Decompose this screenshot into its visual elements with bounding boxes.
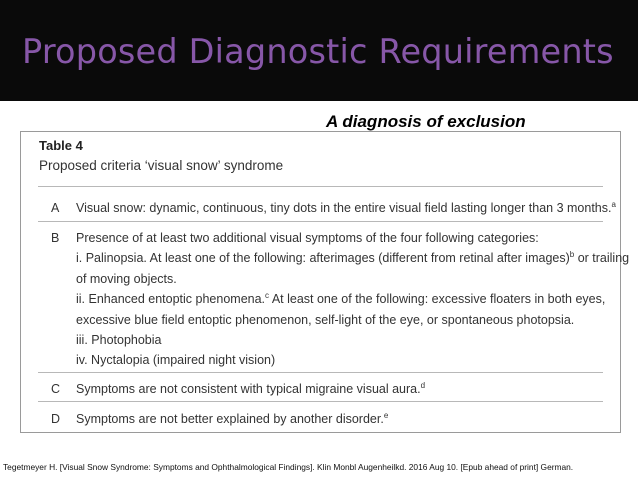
row-a-text [76,201,616,215]
table-divider [38,221,603,222]
row-a-footnote: a [611,199,616,209]
row-b-line-6: iii. Photophobia [76,333,162,347]
row-c-line: Symptoms are not consistent with typical migraine visual aura. [76,382,421,396]
row-c-letter: C [51,382,61,396]
row-d-text [76,412,388,426]
row-b-line-4 [76,292,605,306]
row-c-text [76,382,425,396]
row-d-line: Symptoms are not better explained by another disorder. [76,412,384,426]
slide-subtitle: A diagnosis of exclusion [326,112,526,131]
table-divider [38,186,603,187]
row-b-footnote-b: b [569,249,575,259]
table-caption: Proposed criteria ‘visual snow’ syndrome [39,158,284,173]
row-b-line-7: iv. Nyctalopia (impaired night vision) [76,353,276,367]
citation-footer: Tegetmeyer H. [Visual Snow Syndrome: Symptoms and Ophthalmological Findings]. Klin Monbl Augenheilkd. 2016 Aug 10. [Epub ahead of print] German. [3,462,574,472]
row-b-letter: B [51,231,60,245]
row-b-line-5: excessive blue field entoptic phenomenon, self-light of the eye, or spontaneous photopsia. [76,313,575,327]
row-b-line-4-tail: At least one of the following: excessive floaters in both eyes, [269,292,606,306]
row-d-footnote: e [383,410,389,420]
row-a-line: Visual snow: dynamic, continuous, tiny dots in the entire visual field lasting longer than 3 months. [76,201,612,215]
slide-title: Proposed Diagnostic Requirements [22,32,614,71]
row-a-letter: A [51,201,60,215]
table-divider [38,401,603,402]
row-b-line-3: of moving objects. [76,272,177,286]
row-b-line-1: Presence of at least two additional visual symptoms of the four following categories: [76,231,539,245]
row-b-line-2-text: i. Palinopsia. At least one of the following: afterimages (different from retinal after images) [76,251,570,265]
table-label: Table 4 [39,138,83,153]
row-b-line-2-tail: or trailing [574,251,630,265]
row-b-line-4-text: ii. Enhanced entoptic phenomena. [76,292,266,306]
table-divider [38,372,603,373]
row-c-footnote: d [420,380,426,390]
row-d-letter: D [51,412,61,426]
row-b-line-2 [76,251,629,265]
row-b-footnote-c: c [265,290,270,300]
